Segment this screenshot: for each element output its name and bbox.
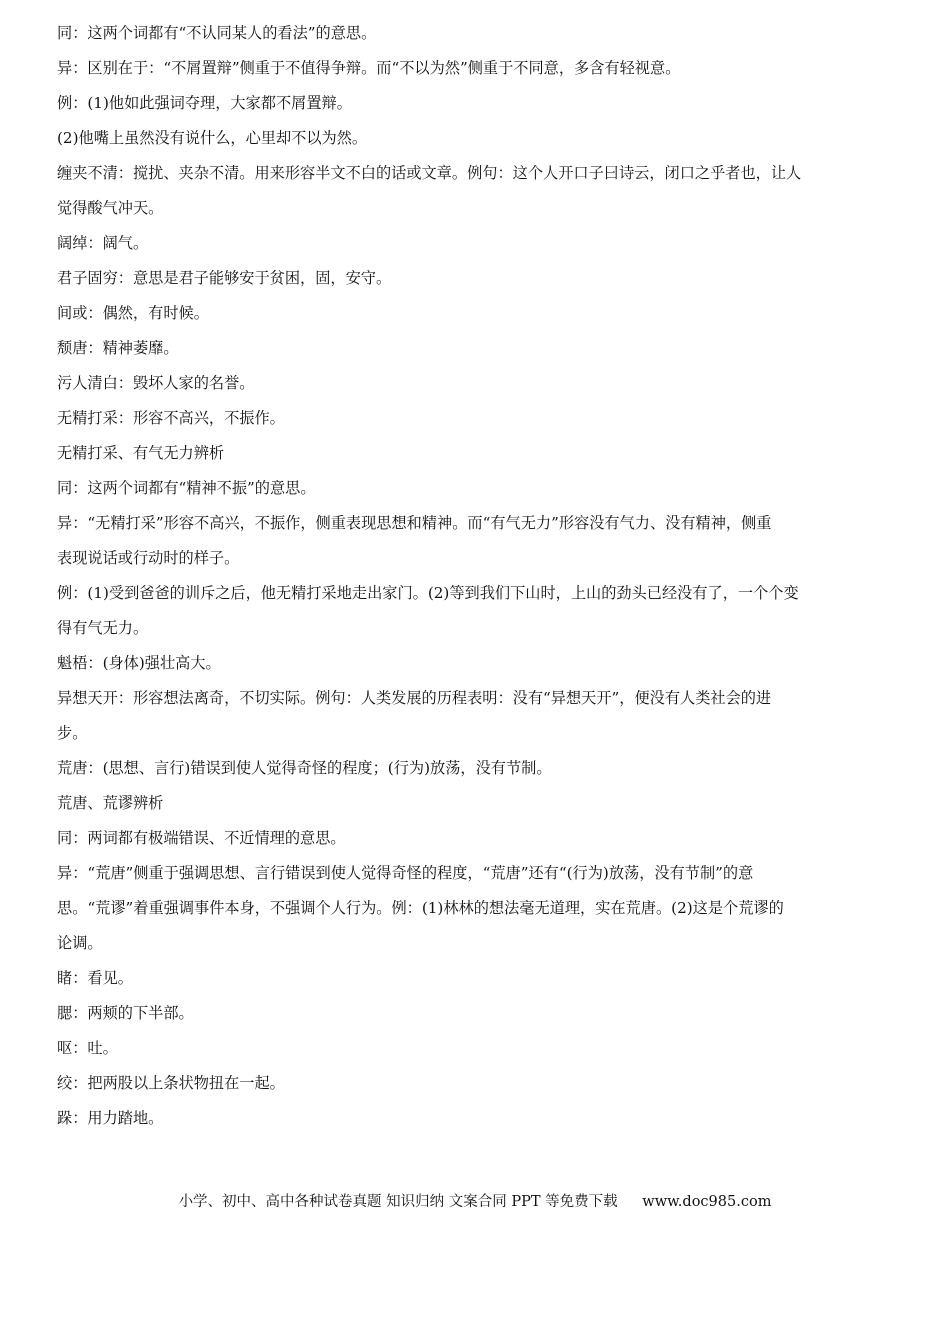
text-line: 异：“无精打采”形容不高兴，不振作，侧重表现思想和精神。而“有气无力”形容没有气力、没有精神，侧重 — [57, 514, 772, 532]
text-line: 阔绰：阔气。 — [57, 234, 149, 252]
paragraph — [57, 401, 897, 436]
paragraph — [57, 751, 897, 786]
paragraph — [57, 436, 897, 471]
paragraph — [57, 996, 897, 1031]
text-line: 觉得酸气冲天。 — [57, 199, 164, 217]
paragraph — [57, 786, 897, 821]
paragraph — [57, 506, 897, 576]
paragraph — [57, 821, 897, 856]
text-line: 呕：吐。 — [57, 1039, 118, 1057]
text-line: 异：区别在于：“不屑置辩”侧重于不值得争辩。而“不以为然”侧重于不同意，多含有轻视意。 — [57, 59, 681, 77]
text-line: 无精打采：形容不高兴，不振作。 — [57, 409, 285, 427]
text-line: 缠夹不清：搅扰、夹杂不清。用来形容半文不白的话或文章。例句：这个人开口子曰诗云，闭口之乎者也，让人 — [57, 164, 802, 182]
text-line: 睹：看见。 — [57, 969, 133, 987]
paragraph — [57, 156, 897, 226]
footer-text: 小学、初中、高中各种试卷真题 知识归纳 文案合同 PPT 等免费下载 — [178, 1194, 618, 1210]
paragraph — [57, 646, 897, 681]
text-line: 表现说话或行动时的样子。 — [57, 549, 240, 567]
page-footer — [0, 1190, 950, 1211]
paragraph — [57, 681, 897, 751]
paragraph — [57, 51, 897, 86]
text-line: 例：(1)受到爸爸的训斥之后，他无精打采地走出家门。(2)等到我们下山时，上山的劲头已经没有了，一个个变 — [57, 584, 799, 602]
text-line: 例：(1)他如此强词夺理，大家都不屑置辩。 — [57, 94, 352, 112]
text-line: 荒唐：(思想、言行)错误到使人觉得奇怪的程度；(行为)放荡，没有节制。 — [57, 759, 552, 777]
footer-url-link[interactable]: www.doc985.com — [642, 1194, 772, 1210]
paragraph — [57, 226, 897, 261]
text-line: 颓唐：精神萎靡。 — [57, 339, 179, 357]
paragraph — [57, 121, 897, 156]
paragraph — [57, 331, 897, 366]
text-line: 君子固穷：意思是君子能够安于贫困，固，安守。 — [57, 269, 392, 287]
paragraph — [57, 1066, 897, 1101]
paragraph — [57, 16, 897, 51]
text-line: 污人清白：毁坏人家的名誉。 — [57, 374, 255, 392]
text-line: 腮：两颊的下半部。 — [57, 1004, 194, 1022]
text-line: 同：这两个词都有“精神不振”的意思。 — [57, 479, 316, 497]
text-line: 间或：偶然，有时候。 — [57, 304, 209, 322]
text-line: 步。 — [57, 724, 88, 742]
document-body — [57, 16, 897, 1136]
text-line: 同：两词都有极端错误、不近情理的意思。 — [57, 829, 346, 847]
paragraph — [57, 296, 897, 331]
text-line: (2)他嘴上虽然没有说什么，心里却不以为然。 — [57, 129, 368, 147]
paragraph — [57, 576, 897, 646]
text-line: 跺：用力踏地。 — [57, 1109, 164, 1127]
text-line: 无精打采、有气无力辨析 — [57, 444, 225, 462]
paragraph — [57, 261, 897, 296]
paragraph — [57, 856, 897, 961]
text-line: 荒唐、荒谬辨析 — [57, 794, 164, 812]
text-line: 魁梧：(身体)强壮高大。 — [57, 654, 221, 672]
text-line: 论调。 — [57, 934, 103, 952]
text-line: 绞：把两股以上条状物扭在一起。 — [57, 1074, 285, 1092]
text-line: 同：这两个词都有“不认同某人的看法”的意思。 — [57, 24, 377, 42]
paragraph — [57, 471, 897, 506]
paragraph — [57, 1101, 897, 1136]
paragraph — [57, 1031, 897, 1066]
text-line: 异想天开：形容想法离奇，不切实际。例句：人类发展的历程表明：没有“异想天开”，便没有人类社会的进 — [57, 689, 772, 707]
paragraph — [57, 366, 897, 401]
paragraph — [57, 961, 897, 996]
paragraph — [57, 86, 897, 121]
text-line: 思。“荒谬”着重强调事件本身，不强调个人行为。例：(1)林林的想法毫无道理，实在荒唐。(2)这是个荒谬的 — [57, 899, 784, 917]
text-line: 得有气无力。 — [57, 619, 149, 637]
text-line: 异：“荒唐”侧重于强调思想、言行错误到使人觉得奇怪的程度，“荒唐”还有“(行为)放荡，没有节制”的意 — [57, 864, 754, 882]
